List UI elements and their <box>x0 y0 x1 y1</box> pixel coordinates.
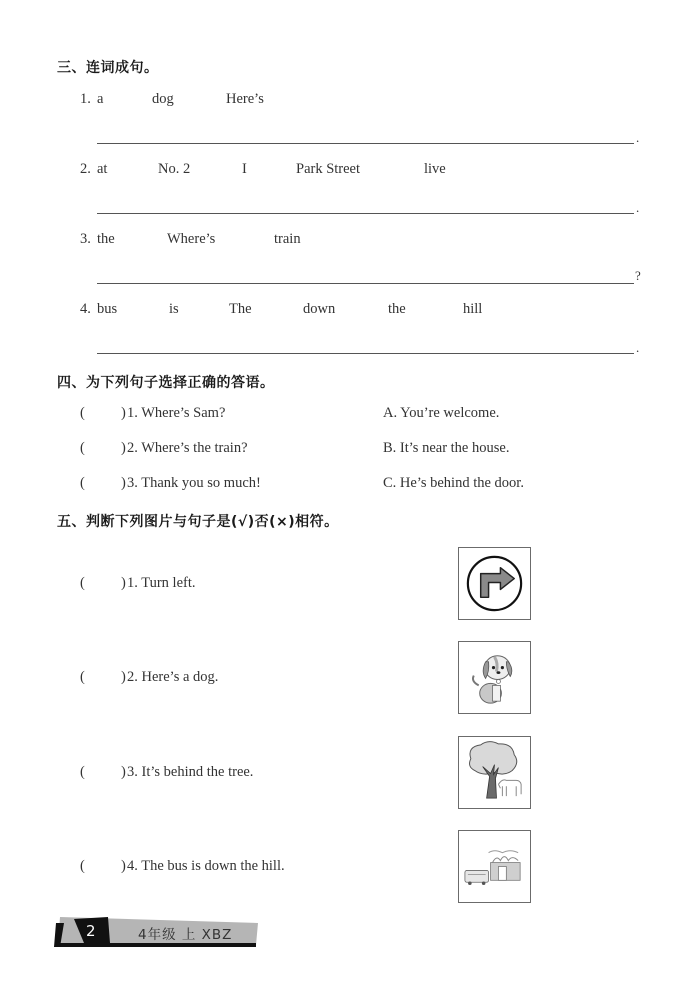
answer-bracket-close: ) <box>121 858 126 874</box>
word: at <box>97 161 108 177</box>
answer-bracket-open[interactable]: ( <box>80 405 85 421</box>
word: is <box>169 301 179 317</box>
word: hill <box>463 301 483 317</box>
item-number: 1. <box>80 91 91 107</box>
answer-line[interactable] <box>97 353 634 354</box>
book-label: 4年级 上 XBZ <box>138 927 233 943</box>
answer-bracket-open[interactable]: ( <box>80 669 85 685</box>
answer-option-c: C. He’s behind the door. <box>383 475 524 491</box>
answer-bracket-close: ) <box>121 475 126 491</box>
answer-bracket-open[interactable]: ( <box>80 858 85 874</box>
answer-bracket-close: ) <box>121 405 126 421</box>
question-text: 3. Thank you so much! <box>127 475 261 491</box>
item-number: 4. <box>80 301 91 317</box>
word: Here’s <box>226 91 264 107</box>
picture-bus-near-gate <box>458 830 531 903</box>
answer-line[interactable] <box>97 143 634 144</box>
word: a <box>97 91 104 107</box>
answer-bracket-open[interactable]: ( <box>80 440 85 456</box>
item-number: 3. <box>80 231 91 247</box>
word: dog <box>152 91 174 107</box>
section-3-title: 三、连词成句。 <box>57 60 159 76</box>
answer-option-b: B. It’s near the house. <box>383 440 510 456</box>
item-number: 2. <box>80 161 91 177</box>
statement-text: 3. It’s behind the tree. <box>127 764 254 780</box>
word: No. 2 <box>158 161 191 177</box>
answer-bracket-close: ) <box>121 764 126 780</box>
footer-band <box>52 913 264 947</box>
answer-bracket-open[interactable]: ( <box>80 475 85 491</box>
word: live <box>424 161 446 177</box>
word: The <box>229 301 252 317</box>
word: Where’s <box>167 231 216 247</box>
answer-bracket-close: ) <box>121 575 126 591</box>
end-punctuation: . <box>636 130 640 145</box>
end-punctuation: . <box>636 340 640 355</box>
word: bus <box>97 301 118 317</box>
page-number: 2 <box>86 922 96 940</box>
word: Park Street <box>296 161 361 177</box>
word: train <box>274 231 301 247</box>
word: down <box>303 301 336 317</box>
bus-gate-icon <box>459 831 530 902</box>
question-text: 1. Where’s Sam? <box>127 405 226 421</box>
answer-bracket-close: ) <box>121 669 126 685</box>
word: I <box>242 161 247 177</box>
picture-horse-behind-tree <box>458 736 531 809</box>
answer-bracket-open[interactable]: ( <box>80 575 85 591</box>
section-4-title: 四、为下列句子选择正确的答语。 <box>57 375 275 391</box>
dog-icon <box>459 642 530 713</box>
tree-horse-icon <box>459 737 530 808</box>
answer-line[interactable] <box>97 213 634 214</box>
picture-turn-right-sign <box>458 547 531 620</box>
answer-bracket-close: ) <box>121 440 126 456</box>
answer-bracket-open[interactable]: ( <box>80 764 85 780</box>
statement-text: 4. The bus is down the hill. <box>127 858 285 874</box>
picture-dog <box>458 641 531 714</box>
word: the <box>97 231 115 247</box>
answer-line[interactable] <box>97 283 634 284</box>
turn-right-arrow-icon <box>459 548 530 619</box>
end-punctuation: . <box>636 200 640 215</box>
statement-text: 2. Here’s a dog. <box>127 669 219 685</box>
word: the <box>388 301 406 317</box>
section-5-title: 五、判断下列图片与句子是(√)否(×)相符。 <box>57 514 339 530</box>
end-punctuation: ? <box>635 268 641 283</box>
question-text: 2. Where’s the train? <box>127 440 248 456</box>
answer-option-a: A. You’re welcome. <box>383 405 500 421</box>
statement-text: 1. Turn left. <box>127 575 196 591</box>
